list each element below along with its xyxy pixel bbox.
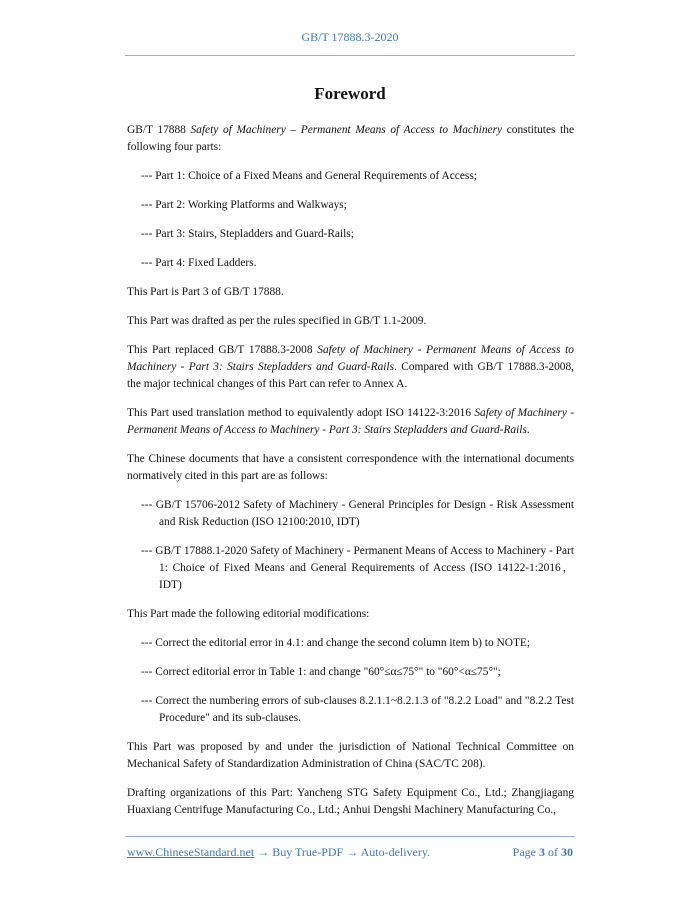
- list-item: --- Part 2: Working Platforms and Walkways;: [141, 199, 347, 211]
- list-item: --- Part 1: Choice of a Fixed Means and General Requirements of Access;: [141, 170, 477, 182]
- list-item: --- Part 4: Fixed Ladders.: [141, 257, 257, 269]
- drafting-orgs-paragraph: Drafting organizations of this Part: Yancheng STG Safety Equipment Co., Ltd.; Zhangjiagang Huaxiang Centrifuge Manufacturing Co., Ltd.; Anhui Dengshi Machinery Manufacturing Co.,: [127, 787, 574, 816]
- list-item: --- GB/T 17888.1-2020 Safety of Machinery - Permanent Means of Access to Machinery - Part 1: Choice of Fixed Means and General Requirements of Access (ISO 14122-1:2016，IDT): [141, 545, 574, 591]
- chinese-docs-intro: The Chinese documents that have a consistent correspondence with the international documents normatively cited in this part are as follows:: [127, 453, 574, 482]
- list-item: --- Correct the numbering errors of sub-clauses 8.2.1.1~8.2.1.3 of "8.2.2 Load" and "8.2.2 Test Procedure" and its sub-clauses.: [141, 695, 574, 724]
- editorial-intro: This Part made the following editorial modifications:: [127, 608, 370, 620]
- total-pages: 30: [561, 845, 573, 859]
- part-statement: This Part is Part 3 of GB/T 17888.: [127, 286, 284, 298]
- list-item: --- Part 3: Stairs, Stepladders and Guard-Rails;: [141, 228, 354, 240]
- drafting-rules-statement: This Part was drafted as per the rules specified in GB/T 1.1-2009.: [127, 315, 427, 327]
- list-item: --- Correct editorial error in Table 1: and change "60°≤α≤75°" to "60°<α≤75°";: [141, 666, 501, 678]
- footer-promo: → Buy True-PDF → Auto-delivery.: [254, 845, 431, 859]
- current-page: 3: [539, 845, 545, 859]
- intro-paragraph: GB/T 17888 Safety of Machinery – Permanent Means of Access to Machinery constitutes the following four parts:: [127, 124, 574, 153]
- page-title: Foreword: [314, 84, 386, 103]
- list-item: --- GB/T 15706-2012 Safety of Machinery - General Principles for Design - Risk Assessment and Risk Reduction (ISO 12100:2010, IDT): [141, 499, 574, 528]
- footer-divider: [125, 836, 575, 837]
- proposal-paragraph: This Part was proposed by and under the jurisdiction of National Technical Committee on Mechanical Safety of Standardization Administration of China (SAC/TC 208).: [127, 741, 574, 770]
- translation-paragraph: This Part used translation method to equivalently adopt ISO 14122-3:2016 Safety of Machinery - Permanent Means of Access to Machinery - Part 3: Stairs Stepladders and Guard-Rails.: [127, 407, 574, 436]
- page-indicator: Page 3 of 30: [512, 845, 573, 859]
- header-divider: [125, 55, 575, 56]
- document-body: [127, 122, 574, 831]
- list-item: --- Correct the editorial error in 4.1: and change the second column item b) to NOTE;: [141, 637, 531, 649]
- replacement-paragraph: This Part replaced GB/T 17888.3-2008 Safety of Machinery - Permanent Means of Access to Machinery - Part 3: Stairs Stepladders and Guard-Rails. Compared with GB/T 17888.3-2008, the major technical changes of this Part can refer to Annex A.: [127, 344, 574, 390]
- website-link[interactable]: www.ChineseStandard.net: [127, 845, 255, 859]
- running-header: GB/T 17888.3-2020: [301, 30, 399, 44]
- page-footer: [127, 845, 573, 860]
